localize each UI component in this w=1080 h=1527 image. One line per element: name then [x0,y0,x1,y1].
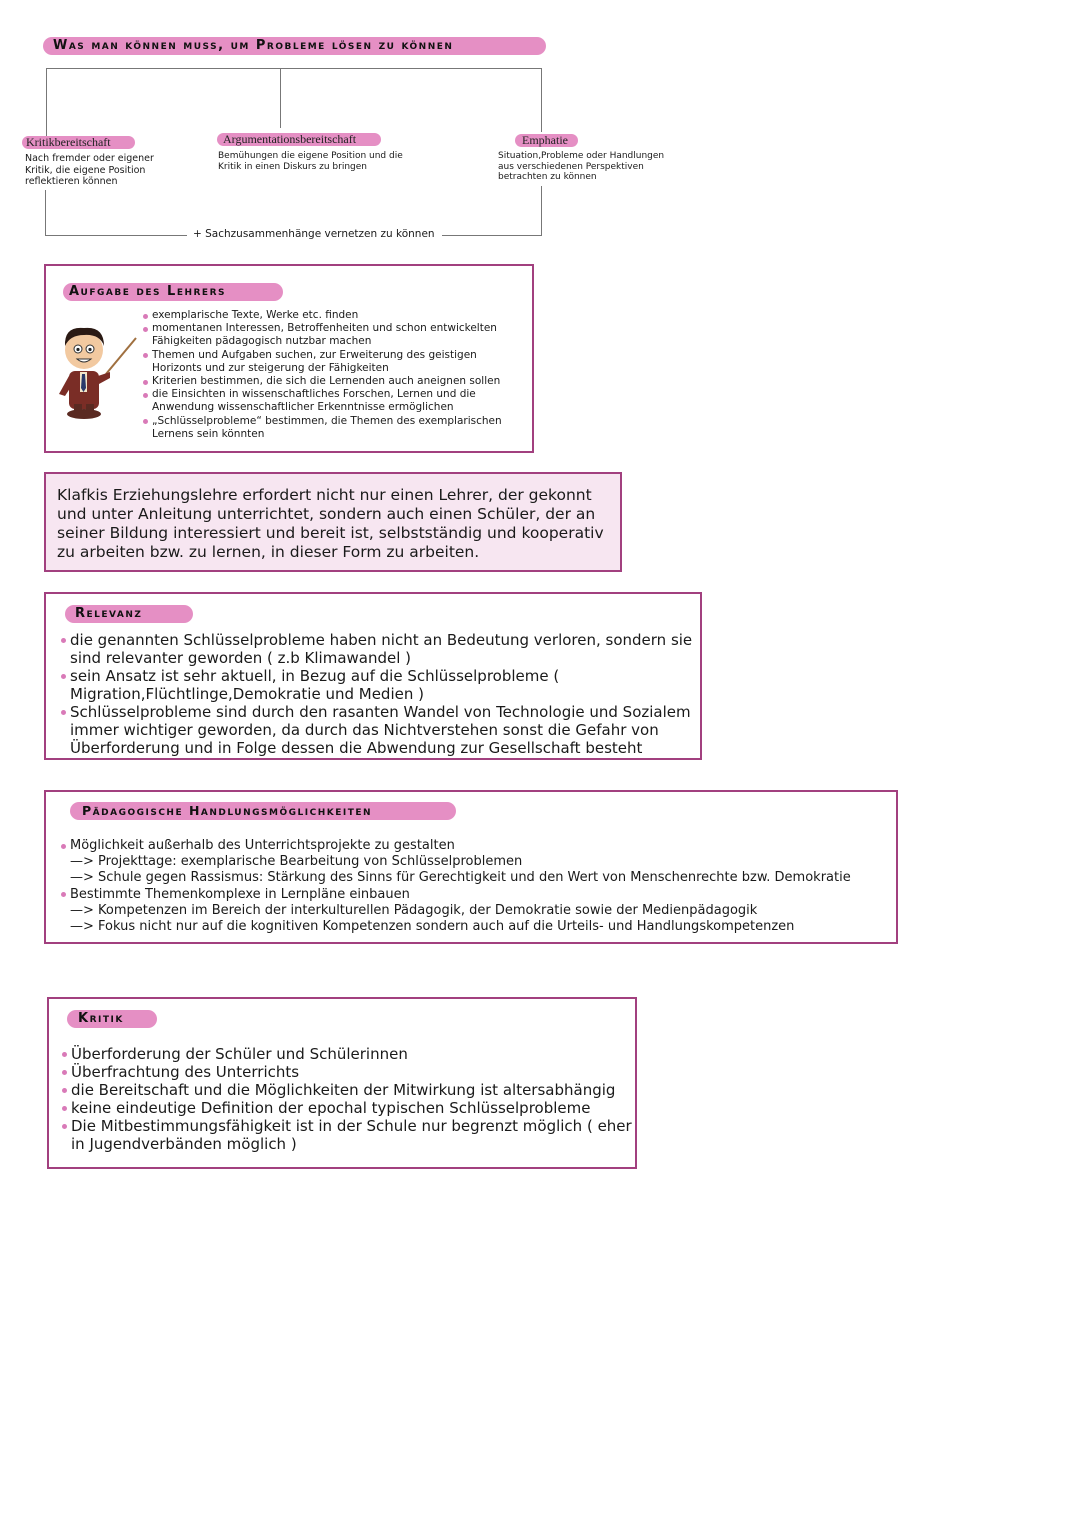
teacher-illustration [54,316,140,420]
relevanz-item: die genannten Schlüsselprobleme haben nicht an Bedeutung verloren, sondern sie sind relevanter geworden ( z.b Klimawandel ) [61,631,693,667]
paedagogik-sub-item: —> Fokus nicht nur auf die kognitiven Kompetenzen sondern auch auf die Urteils- und Handlungskompetenzen [70,919,795,935]
node-argumentation-label: Argumentationsbereitschaft [217,133,381,146]
paedagogik-sub-item: —> Projekttage: exemplarische Bearbeitung von Schlüsselproblemen [70,854,523,870]
relevanz-list [61,631,693,757]
kritik-item: die Bereitschaft und die Möglichkeiten der Mitwirkung ist altersabhängig [62,1081,632,1099]
section-title-probleme: Was man können muss, um Probleme lösen zu können [43,37,546,55]
diagram-bottom-note: + Sachzusammenhänge vernetzen zu können [193,228,435,240]
node-argumentation-text: Bemühungen die eigene Position und die Kritik in einen Diskurs zu bringen [218,151,403,172]
lehrer-box [44,264,534,453]
relevanz-box [44,592,702,760]
klafki-box [44,472,622,572]
kritik-box [47,997,637,1169]
paedagogik-sub-item: —> Schule gegen Rassismus: Stärkung des Sinns für Gerechtigkeit und den Wert von Menschenrechte bzw. Demokratie [70,870,851,886]
kritik-item: Die Mitbestimmungsfähigkeit ist in der Schule nur begrenzt möglich ( eher in Jugendverbänden möglich ) [62,1117,632,1153]
lehrer-list [143,309,529,441]
paedagogik-title: Pädagogische Handlungsmöglichkeiten [70,802,456,820]
relevanz-item: sein Ansatz ist sehr aktuell, in Bezug auf die Schlüsselprobleme ( Migration,Flüchtlinge,Demokratie und Medien ) [61,667,693,703]
node-kritikbereitschaft-text: Nach fremder oder eigener Kritik, die eigene Position reflektieren können [25,153,154,187]
lehrer-item: Themen und Aufgaben suchen, zur Erweiterung des geistigen Horizonts und zur steigerung der Fähigkeiten [143,349,529,375]
kritik-list [62,1045,632,1153]
paedagogik-sub-item: —> Kompetenzen im Bereich der interkulturellen Pädagogik, der Demokratie sowie der Medienpädagogik [70,902,758,918]
lehrer-title: Aufgabe des Lehrers [63,283,283,301]
relevanz-title: Relevanz [65,605,193,623]
kritik-item: keine eindeutige Definition der epochal typischen Schlüsselprobleme [62,1099,632,1117]
lehrer-item: „Schlüsselprobleme“ bestimmen, die Themen des exemplarischen Lernens sein könnten [143,415,529,441]
paedagogik-bullet: Bestimmte Themenkomplexe in Lernpläne einbauen [61,887,891,903]
paedagogik-bullet: Möglichkeit außerhalb des Unterrichtsprojekte zu gestalten [61,838,891,854]
lehrer-item: momentanen Interessen, Betroffenheiten und schon entwickelten Fähigkeiten pädagogisch nutzbar machen [143,322,529,348]
kritik-item: Überfrachtung des Unterrichts [62,1063,632,1081]
node-emphatie-text: Situation,Probleme oder Handlungen aus verschiedenen Perspektiven betrachten zu können [498,151,665,182]
node-emphatie-label: Emphatie [515,134,578,147]
kritik-item: Überforderung der Schüler und Schülerinnen [62,1045,632,1063]
relevanz-item: Schlüsselprobleme sind durch den rasanten Wandel von Technologie und Sozialem immer wichtiger geworden, da durch das Nichtverstehen sonst die Gefahr von Überforderung und in Folge dessen die Abwendung zur Gesellschaft besteht [61,703,693,757]
paedagogik-sub-list [61,903,891,935]
paedagogik-box [44,790,898,944]
lehrer-item: die Einsichten in wissenschaftliches Forschen, Lernen und die Anwendung wissenschaftlicher Erkenntnisse ermöglichen [143,388,529,414]
paedagogik-content [61,838,891,935]
klafki-text: Klafkis Erziehungslehre erfordert nicht nur einen Lehrer, der gekonnt und unter Anleitung unterrichtet, sondern auch einen Schüler, der an seiner Bildung interessiert und bereit ist, selbstständig und kooperativ zu arbeiten bzw. zu lernen, in dieser Form zu arbeiten. [57,486,604,561]
lehrer-item: exemplarische Texte, Werke etc. finden [143,309,529,322]
paedagogik-sub-list [61,854,891,886]
node-kritikbereitschaft-label: Kritikbereitschaft [22,136,135,149]
kritik-title: Kritik [67,1010,157,1028]
lehrer-item: Kriterien bestimmen, die sich die Lernenden auch aneignen sollen [143,375,529,388]
